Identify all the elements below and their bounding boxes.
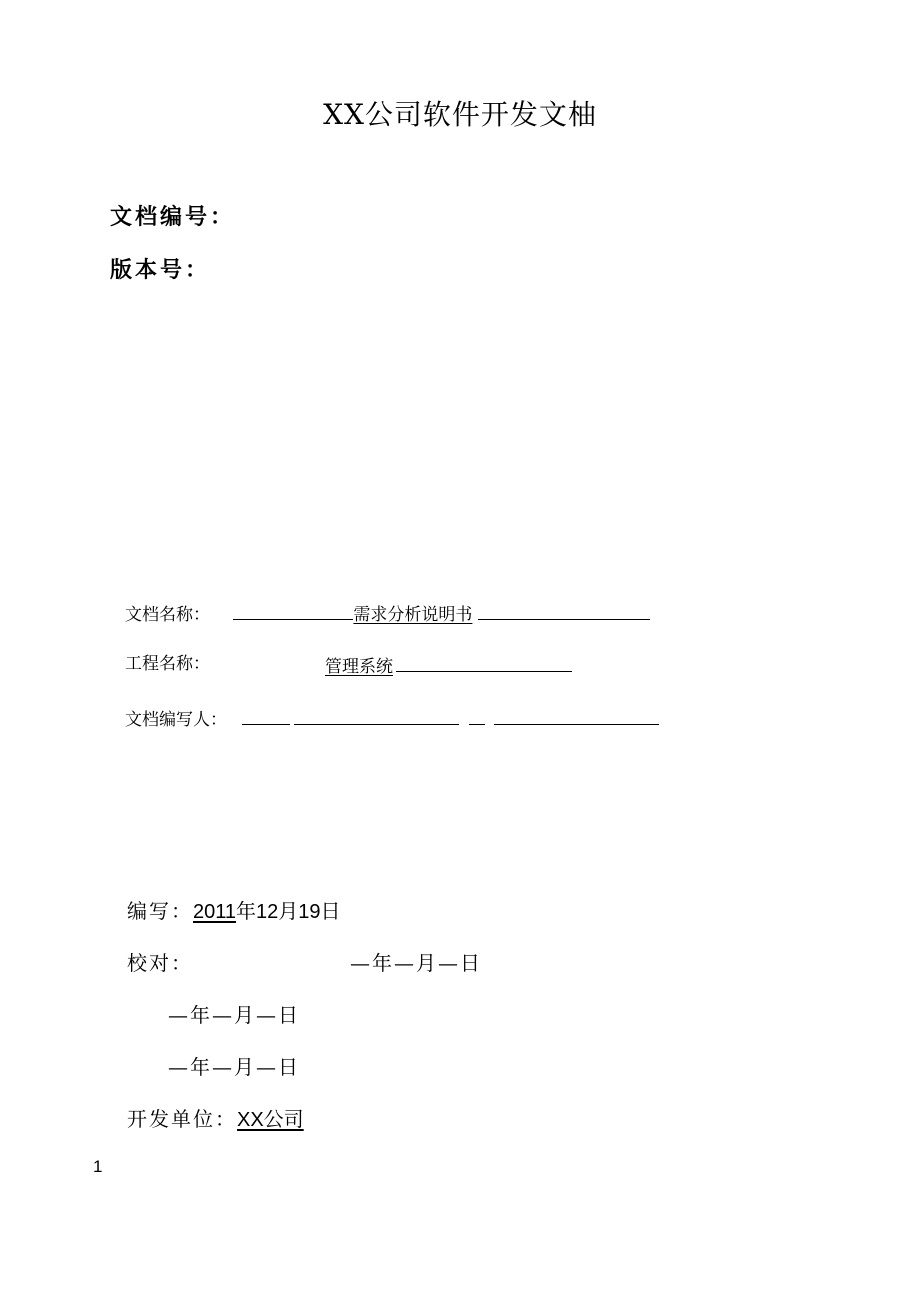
document-title: XX公司软件开发文柚 xyxy=(323,98,597,131)
project-name-value: 管理系统 xyxy=(325,657,393,677)
written-date-rest: 年12月19日 xyxy=(236,901,341,923)
author-row xyxy=(125,705,659,732)
project-name-underline xyxy=(396,652,572,672)
author-underline-3 xyxy=(469,705,485,725)
written-year: 2011 xyxy=(193,901,237,923)
author-label: 文档编写人： xyxy=(125,710,227,730)
blank-date-3: —年—月—日 xyxy=(168,1055,300,1079)
page-number: 1 xyxy=(93,1157,103,1176)
proofread-date: —年—月—日 xyxy=(350,951,482,975)
developer-value: XX公司 xyxy=(237,1109,304,1131)
version-label: 版本号： xyxy=(110,257,211,283)
doc-name-value: 需求分析说明书 xyxy=(353,605,473,625)
doc-name-label: 文档名称： xyxy=(125,605,210,625)
written-row xyxy=(127,895,341,924)
doc-number-label: 文档编号： xyxy=(110,204,236,230)
project-name-label: 工程名称： xyxy=(125,654,210,674)
doc-name-underline-right xyxy=(478,600,650,620)
author-underline-1 xyxy=(242,705,290,725)
doc-name-row xyxy=(125,600,650,627)
written-label: 编写： xyxy=(127,899,193,923)
developer-row xyxy=(127,1103,304,1132)
blank-date-2: —年—月—日 xyxy=(168,1003,300,1027)
doc-name-underline-left xyxy=(233,600,353,620)
author-underline-2 xyxy=(294,705,459,725)
proofread-label: 校对： xyxy=(127,951,193,975)
developer-label: 开发单位： xyxy=(127,1107,237,1131)
author-underline-4 xyxy=(494,705,659,725)
project-name-row xyxy=(125,652,210,676)
project-name-value-row xyxy=(325,652,572,679)
